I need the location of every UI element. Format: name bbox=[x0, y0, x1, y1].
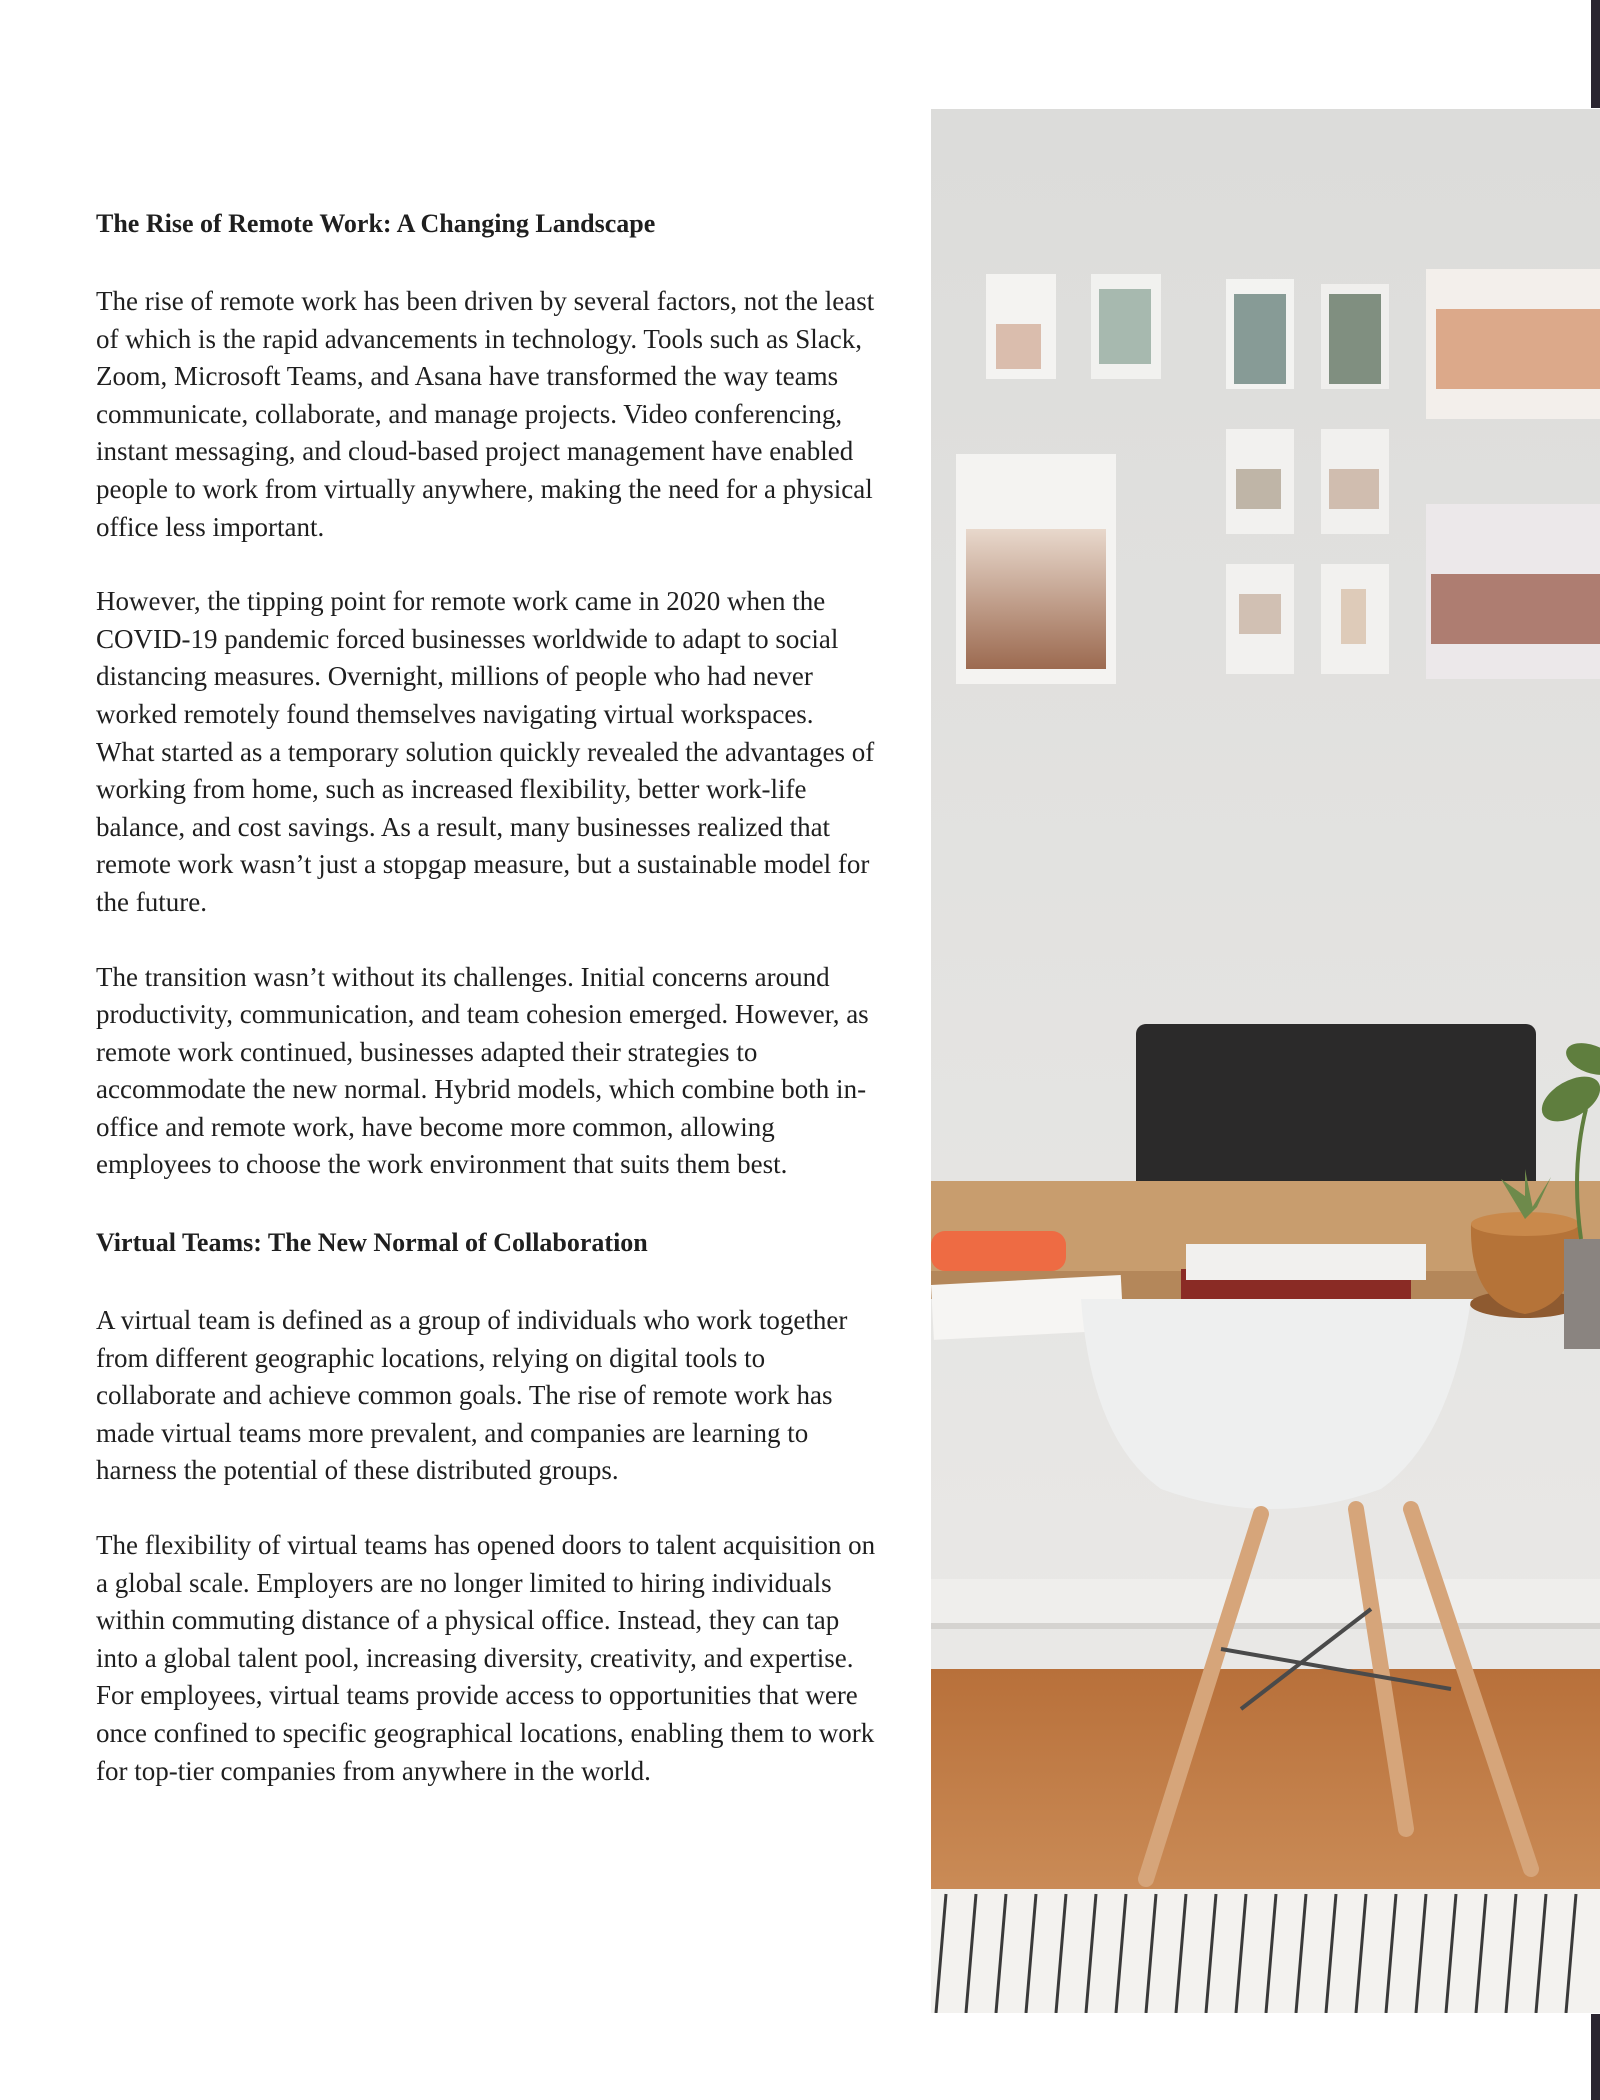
spacer bbox=[96, 546, 876, 583]
paragraph: However, the tipping point for remote work came in 2020 when the COVID-19 pandemic forced businesses worldwide to adapt to social distancing measures. Overnight, millions of people who had never worked remotely found themselves navigating virtual workspaces. What started as a temporary solution quickly revealed the advantages of working from home, such as increased flexibility, better work-life balance, and cost savings. As a result, many businesses realized that remote work wasn’t just a stopgap measure, but a sustainable model for the future. bbox=[96, 586, 875, 917]
paragraph: The flexibility of virtual teams has opened doors to talent acquisition on a global scale. Employers are no longer limited to hiring individuals within commuting distance of a physical office. Instead, they can tap into a global talent pool, increasing diversity, creativity, and expertise. For employees, virtual teams provide access to opportunities that were once confined to specific geographical locations, enabling them to work for top-tier companies from anywhere in the world. bbox=[96, 1530, 876, 1786]
spacer bbox=[96, 922, 876, 959]
spacer bbox=[96, 1184, 876, 1221]
edge-bar-top bbox=[1591, 0, 1600, 108]
paragraph: A virtual team is defined as a group of individuals who work together from different geographic locations, relying on digital tools to collaborate and achieve common goals. The rise of remote work has made virtual teams more prevalent, and companies are learning to harness the potential of these distributed groups. bbox=[96, 1305, 848, 1486]
home-office-illustration bbox=[931, 109, 1600, 2013]
section-heading-remote-work: The Rise of Remote Work: A Changing Landscape bbox=[96, 209, 656, 238]
article-body bbox=[96, 202, 876, 1790]
spacer bbox=[96, 246, 876, 283]
paragraph: The rise of remote work has been driven by several factors, not the least of which is the rapid advancements in technology. Tools such as Slack, Zoom, Microsoft Teams, and Asana have transformed the way teams communicate, collaborate, and manage projects. Video conferencing, instant messaging, and cloud-based project management have enabled people to work from virtually anywhere, making the need for a physical office less important. bbox=[96, 286, 875, 542]
home-office-photo bbox=[931, 109, 1600, 2013]
edge-bar-bottom bbox=[1591, 2014, 1600, 2100]
spacer bbox=[96, 1490, 876, 1527]
section-heading-virtual-teams: Virtual Teams: The New Normal of Collaboration bbox=[96, 1228, 648, 1258]
spacer bbox=[96, 1265, 876, 1302]
hard-drive bbox=[931, 1231, 1066, 1271]
paragraph: The transition wasn’t without its challenges. Initial concerns around productivity, communication, and team cohesion emerged. However, as remote work continued, businesses adapted their strategies to accommodate the new normal. Hybrid models, which combine both in-office and remote work, have become more common, allowing employees to choose the work environment that suits them best. bbox=[96, 961, 869, 1180]
